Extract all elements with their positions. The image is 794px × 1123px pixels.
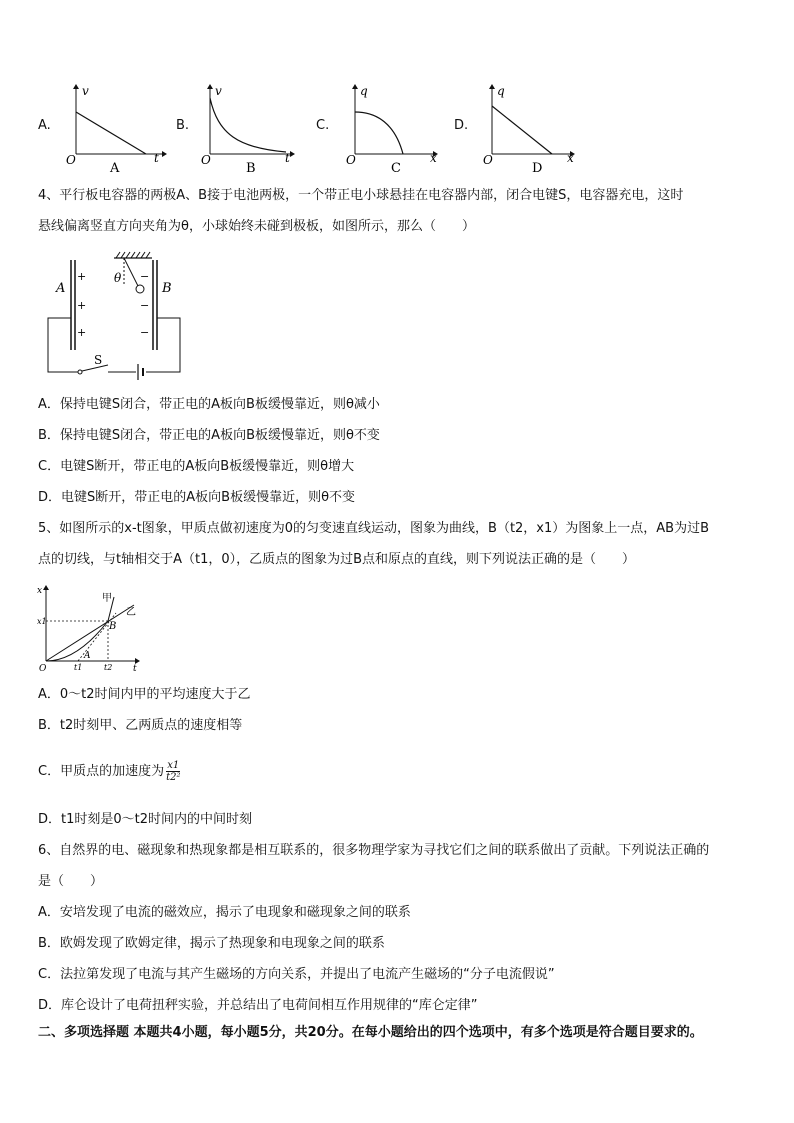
- q5-option-c: [38, 756, 180, 788]
- svg-text:乙: 乙: [126, 607, 136, 618]
- q3-graph-c-origin: O: [346, 153, 356, 167]
- svg-text:B: B: [109, 621, 117, 632]
- q3-option-c-label: C.: [316, 118, 330, 133]
- svg-text:−: −: [140, 270, 150, 283]
- fraction-numerator: x1: [167, 759, 180, 771]
- charged-ball: [136, 285, 144, 293]
- q4-option-b: B．保持电键S闭合，带正电的A板向B板缓慢靠近，则θ不变: [38, 428, 380, 443]
- q6-option-a: A．安培发现了电流的磁效应，揭示了电现象和磁现象之间的联系: [38, 905, 411, 920]
- svg-text:t2: t2: [104, 663, 113, 672]
- q6-stem-line1: 6、自然界的电、磁现象和热现象都是相互联系的，很多物理学家为寻找它们之间的联系做出了贡献。下列说法正确的: [38, 843, 710, 858]
- q3-graph-a-x: t: [154, 151, 159, 165]
- label-a: A: [56, 281, 66, 296]
- q3-graph-c-y: q: [360, 84, 368, 98]
- q4-option-d: D．电键S断开，带正电的A板向B板缓慢靠近，则θ不变: [38, 490, 356, 505]
- angle-theta: θ: [114, 271, 122, 285]
- q3-graph-a-line: [76, 112, 146, 154]
- svg-text:x1: x1: [37, 617, 47, 626]
- q3-graph-a-y: v: [82, 84, 89, 98]
- q5-option-c-prefix: C．甲质点的加速度为: [38, 764, 165, 779]
- svg-text:A: A: [84, 651, 91, 661]
- q6-option-c: C．法拉第发现了电流与其产生磁场的方向关系，并提出了电流产生磁场的“分子电流假说”: [38, 967, 555, 982]
- q3-graph-a: [62, 84, 168, 174]
- suspension-string: [124, 258, 138, 286]
- q6-option-b: B．欧姆发现了欧姆定律，揭示了热现象和电现象之间的联系: [38, 936, 385, 951]
- label-b: B: [162, 281, 172, 296]
- q4-capacitor-figure: [42, 250, 192, 382]
- q5-option-a: A．0～t2时间内甲的平均速度大于乙: [38, 687, 251, 702]
- q5-option-b: B．t2时刻甲、乙两质点的速度相等: [38, 718, 243, 733]
- svg-text:O: O: [39, 664, 47, 674]
- svg-text:甲: 甲: [102, 593, 112, 604]
- q3-graph-d: [480, 84, 586, 174]
- fraction-denominator: t2²: [166, 771, 181, 783]
- q3-graph-d-caption: D: [532, 161, 543, 174]
- svg-text:+: +: [77, 299, 87, 312]
- svg-text:−: −: [140, 299, 150, 312]
- q3-option-d-label: D.: [454, 118, 469, 133]
- svg-text:t1: t1: [74, 663, 83, 672]
- q3-graph-b-origin: O: [201, 153, 211, 167]
- q5-option-d: D．t1时刻是0～t2时间内的中间时刻: [38, 812, 253, 827]
- q4-stem-line1: 4、平行板电容器的两极A、B接于电池两极，一个带正电小球悬挂在电容器内部，闭合电键S，电容器充电，这时: [38, 188, 684, 203]
- acceleration-fraction: [166, 760, 180, 784]
- q3-graph-b: [198, 84, 304, 174]
- q5-stem-line1: 5、如图所示的x-t图象，甲质点做初速度为0的匀变速直线运动，图象为曲线，B（t2，x1）为图象上一点，AB为过B: [38, 521, 710, 536]
- section-2-heading: 二、多项选择题 本题共4小题，每小题5分，共20分。在每小题给出的四个选项中，有多个选项是符合题目要求的。: [38, 1025, 703, 1040]
- q3-graph-c-arc: [355, 112, 403, 154]
- q6-option-d: D．库仑设计了电荷扭秤实验，并总结出了电荷间相互作用规律的“库仑定律”: [38, 998, 478, 1013]
- q3-graph-d-line: [492, 106, 552, 154]
- q3-graph-b-y: v: [215, 84, 222, 98]
- q3-graph-b-x: t: [285, 151, 290, 165]
- svg-text:−: −: [140, 326, 150, 339]
- q3-graph-d-x: x: [567, 151, 574, 165]
- q3-option-a-label: A.: [38, 118, 51, 133]
- q3-graph-c-x: x: [430, 151, 437, 165]
- q3-graph-a-caption: A: [110, 161, 120, 174]
- q6-stem-line2: 是（ ）: [38, 874, 104, 889]
- q4-option-c: C．电键S断开，带正电的A板向B板缓慢靠近，则θ增大: [38, 459, 355, 474]
- q4-option-a: A．保持电键S闭合，带正电的A板向B板缓慢靠近，则θ减小: [38, 397, 380, 412]
- svg-text:t: t: [133, 664, 137, 674]
- q3-graph-a-origin: O: [66, 153, 76, 167]
- svg-text:+: +: [77, 270, 87, 283]
- q5-stem-line2: 点的切线，与t轴相交于A（t1，0），乙质点的图象为过B点和原点的直线，则下列说法正确的是（ ）: [38, 552, 636, 567]
- q3-graph-c: [343, 84, 449, 174]
- q3-graph-d-origin: O: [483, 153, 493, 167]
- q3-graph-c-caption: C: [391, 161, 401, 174]
- q3-graph-b-curve: [210, 98, 286, 152]
- svg-text:x: x: [37, 586, 43, 596]
- q3-option-b-label: B.: [176, 118, 190, 133]
- q5-xt-figure: [36, 583, 146, 675]
- svg-text:+: +: [77, 326, 87, 339]
- label-s: S: [94, 353, 103, 367]
- q3-graph-b-caption: B: [246, 161, 256, 174]
- q4-stem-line2: 悬线偏离竖直方向夹角为θ，小球始终未碰到极板，如图所示，那么（ ）: [38, 219, 475, 234]
- q3-graph-d-y: q: [497, 84, 505, 98]
